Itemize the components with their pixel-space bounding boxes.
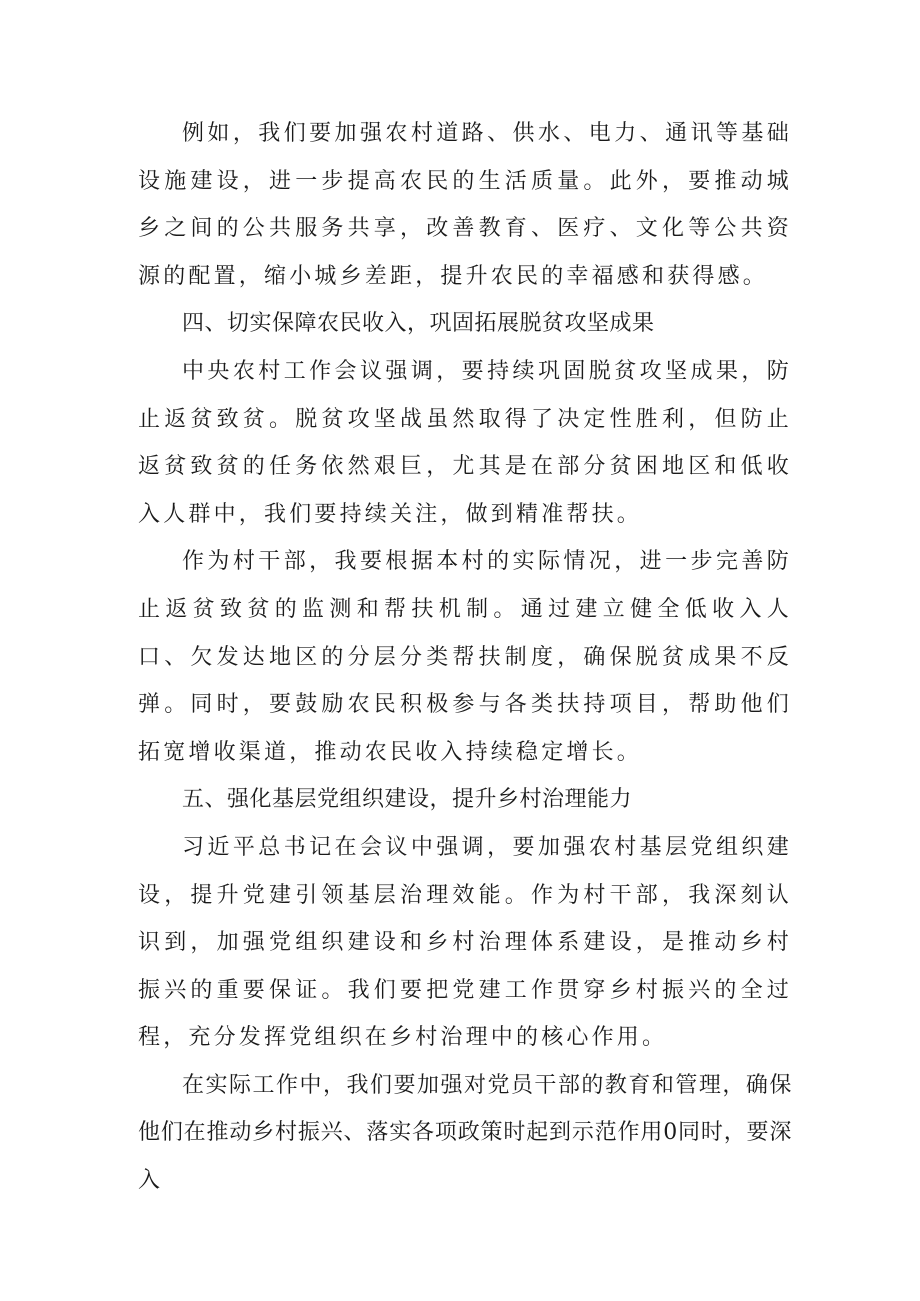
section-heading-4: 四、切实保障农民收入，巩固拓展脱贫攻坚成果 <box>182 311 655 337</box>
section-heading-5: 五、强化基层党组织建设，提升乡村治理能力 <box>182 787 633 813</box>
paragraph-infrastructure: 例如，我们要加强农村道路、供水、电力、通讯等基础设施建设，进一步提高农民的生活质量。此外，要推动城乡之间的公共服务共享，改善教育、医疗、文化等公共资源的配置，缩小城乡差距，提升农民的幸福感和获得感。 <box>138 121 792 289</box>
document-body <box>138 110 792 1205</box>
paragraph-poverty-consolidation: 中央农村工作会议强调，要持续巩固脱贫攻坚成果，防止返贫致贫。脱贫攻坚战虽然取得了决定性胜利，但防止返贫致贫的任务依然艰巨，尤其是在部分贫困地区和低收入人群中，我们要持续关注，做到精准帮扶。 <box>138 358 792 527</box>
paragraph-practical-work: 在实际工作中，我们要加强对党员干部的教育和管理，确保他们在推动乡村振兴、落实各项政策时起到示范作用0同时，要深入 <box>138 1072 792 1194</box>
paragraph-village-cadre-measures: 作为村干部，我要根据本村的实际情况，进一步完善防止返贫致贫的监测和帮扶机制。通过建立健全低收入人口、欠发达地区的分层分类帮扶制度，确保脱贫成果不反弹。同时，要鼓励农民积极参与各类扶持项目，帮助他们拓宽增收渠道，推动农民收入持续稳定增长。 <box>138 549 792 765</box>
paragraph-party-building: 习近平总书记在会议中强调，要加强农村基层党组织建设，提升党建引领基层治理效能。作为村干部，我深刻认识到，加强党组织建设和乡村治理体系建设，是推动乡村振兴的重要保证。我们要把党建工作贯穿乡村振兴的全过程，充分发挥党组织在乡村治理中的核心作用。 <box>138 834 792 1051</box>
